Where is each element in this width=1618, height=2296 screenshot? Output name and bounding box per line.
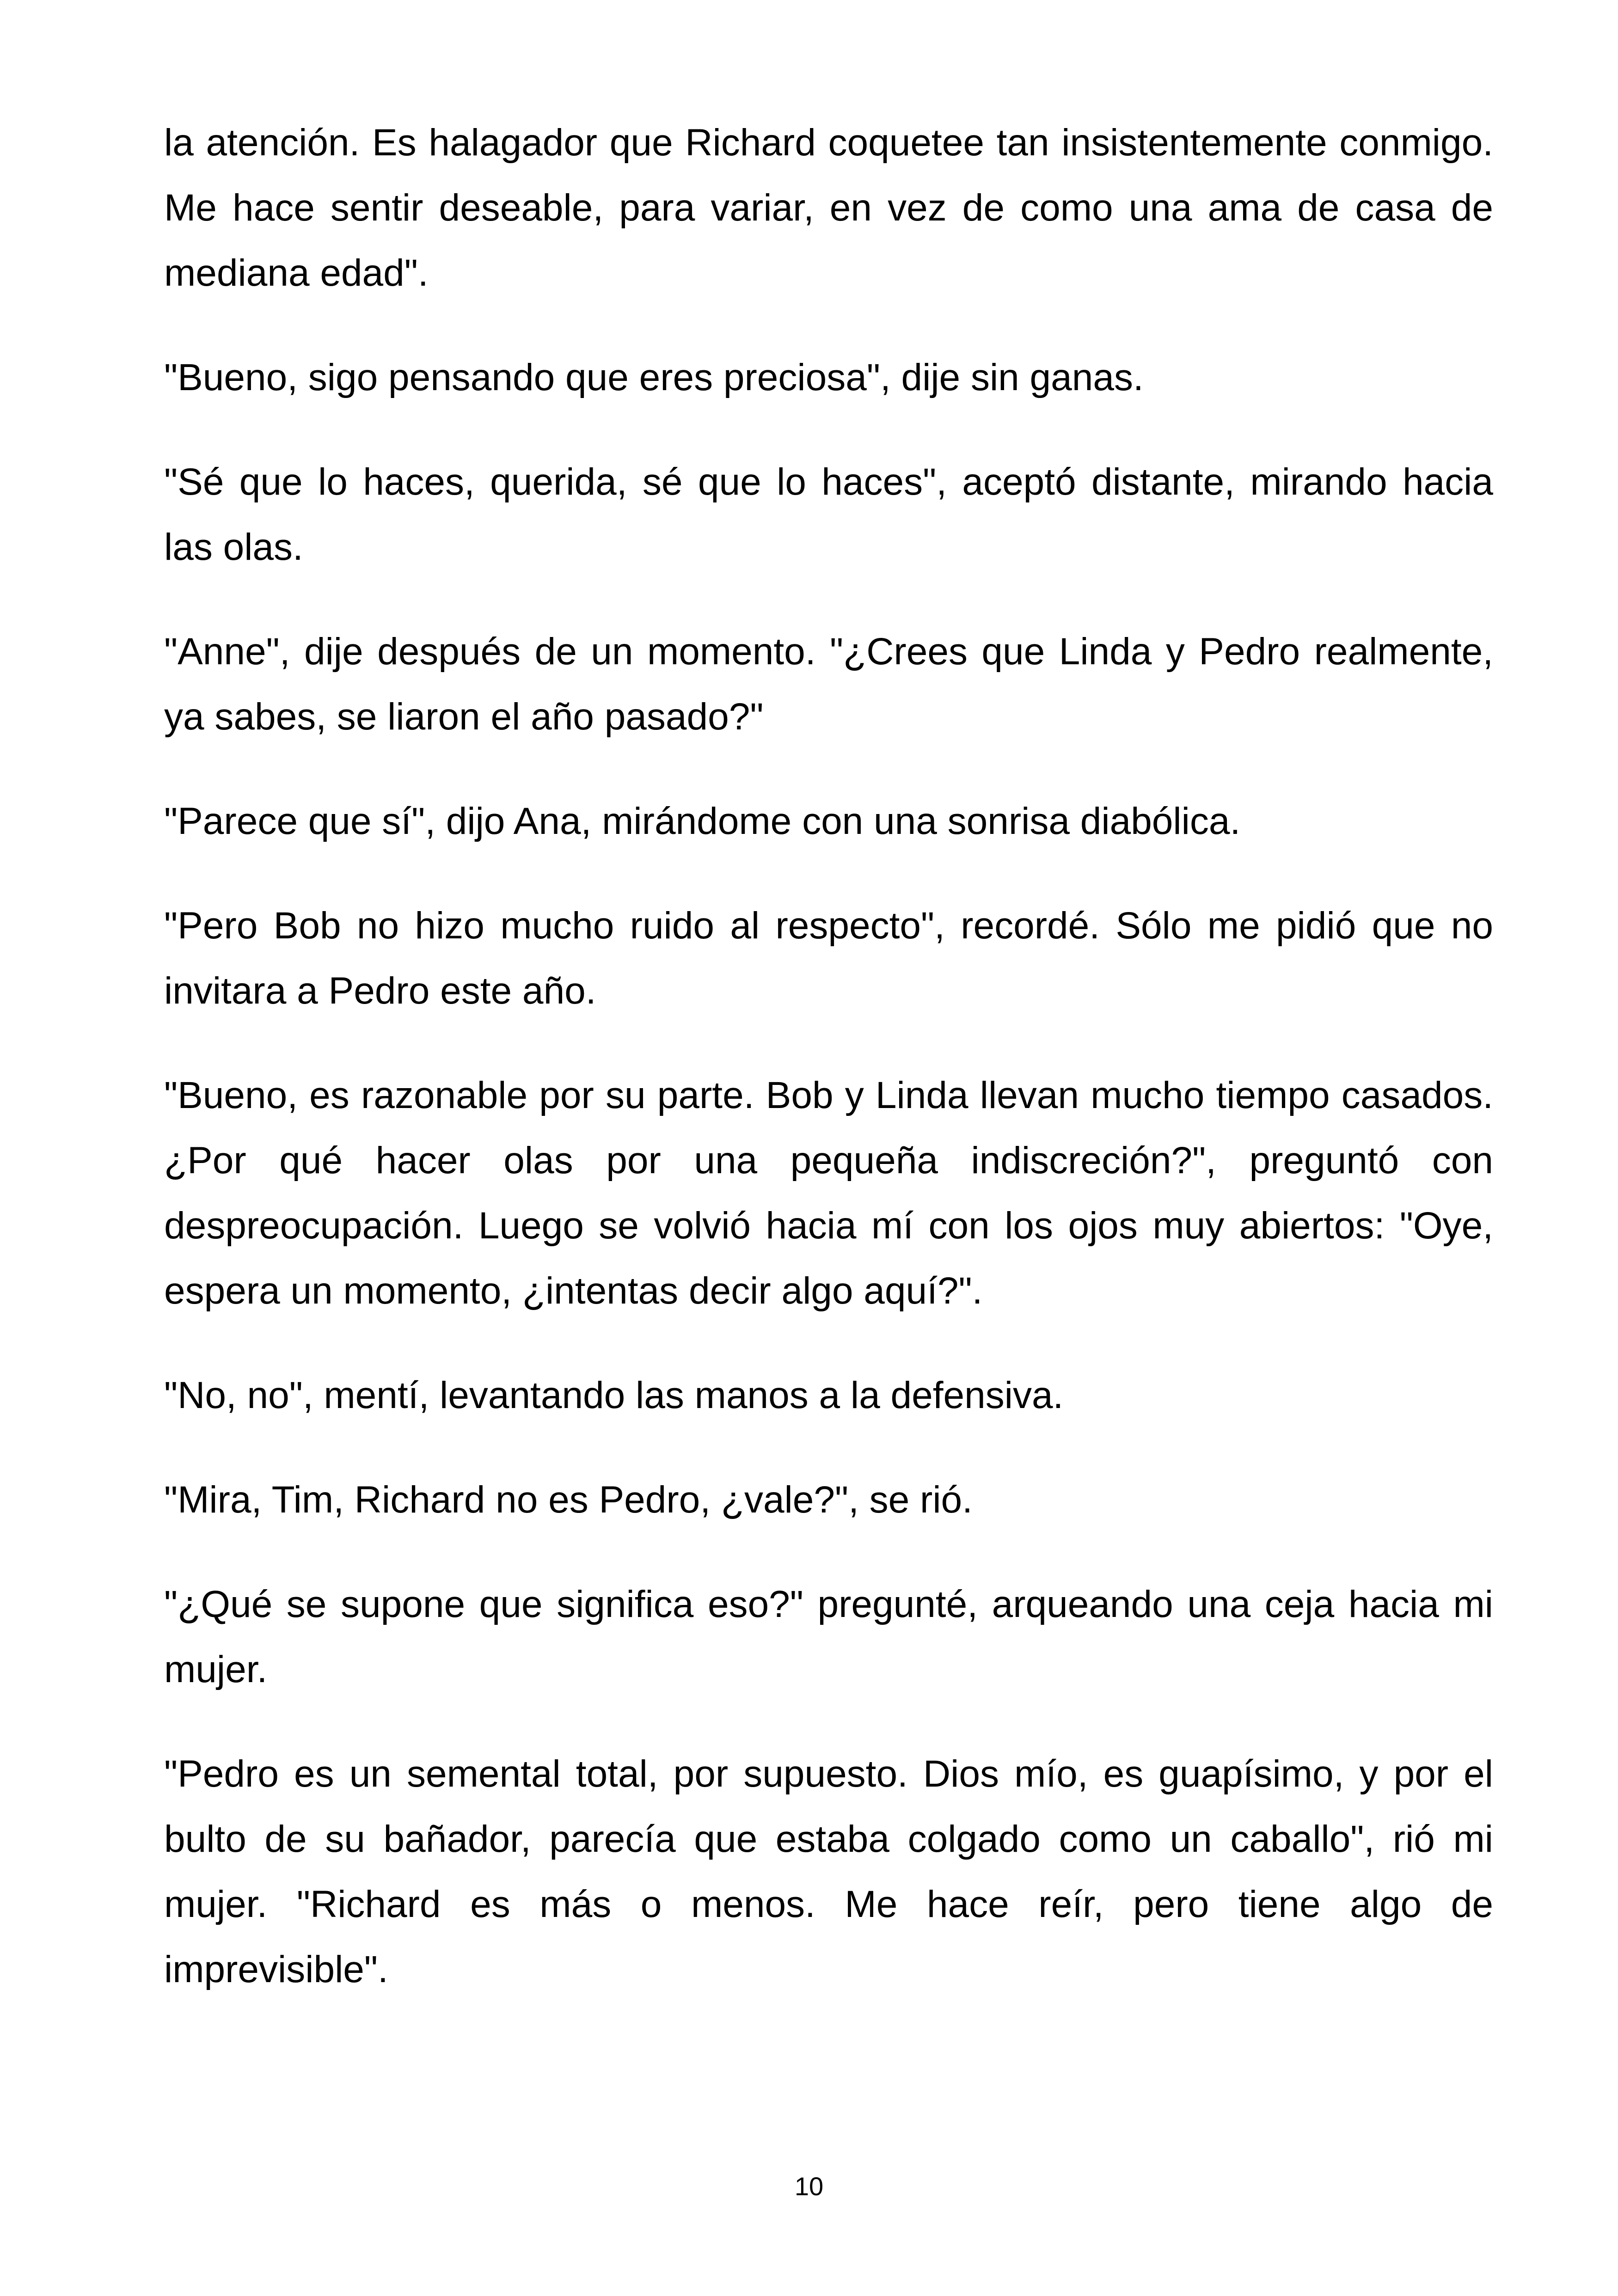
paragraph: "No, no", mentí, levantando las manos a la defensiva.: [164, 1374, 1064, 1416]
paragraph: "Anne", dije después de un momento. "¿Crees que Linda y Pedro realmente, ya sabes, se liaron el año pasado?": [164, 631, 1493, 738]
paragraph: "Sé que lo haces, querida, sé que lo haces", aceptó distante, mirando hacia las olas.: [164, 461, 1493, 568]
paragraph: "Parece que sí", dijo Ana, mirándome con una sonrisa diabólica.: [164, 800, 1241, 842]
paragraph: "Bueno, es razonable por su parte. Bob y Linda llevan mucho tiempo casados. ¿Por qué hacer olas por una pequeña indiscreción?", preguntó con despreocupación. Luego se volvió hacia mí con los ojos muy abiertos: "Oye, espera un momento, ¿intentas decir algo aquí?".: [164, 1074, 1493, 1312]
paragraph: "Pero Bob no hizo mucho ruido al respecto", recordé. Sólo me pidió que no invitara a Pedro este año.: [164, 905, 1493, 1012]
body-text: [164, 110, 1493, 2041]
paragraph: "Mira, Tim, Richard no es Pedro, ¿vale?", se rió.: [164, 1479, 973, 1521]
page-number: 10: [794, 2172, 824, 2201]
paragraph: "Pedro es un semental total, por supuesto. Dios mío, es guapísimo, y por el bulto de su bañador, parecía que estaba colgado como un caballo", rió mi mujer. "Richard es más o menos. Me hace reír, pero tiene algo de imprevisible".: [164, 1753, 1493, 1990]
paragraph: "Bueno, sigo pensando que eres preciosa", dije sin ganas.: [164, 356, 1144, 398]
paragraph: la atención. Es halagador que Richard coquetee tan insistentemente conmigo. Me hace sentir deseable, para variar, en vez de como una ama de casa de mediana edad".: [164, 122, 1493, 294]
paragraph: "¿Qué se supone que significa eso?" pregunté, arqueando una ceja hacia mi mujer.: [164, 1583, 1493, 1690]
